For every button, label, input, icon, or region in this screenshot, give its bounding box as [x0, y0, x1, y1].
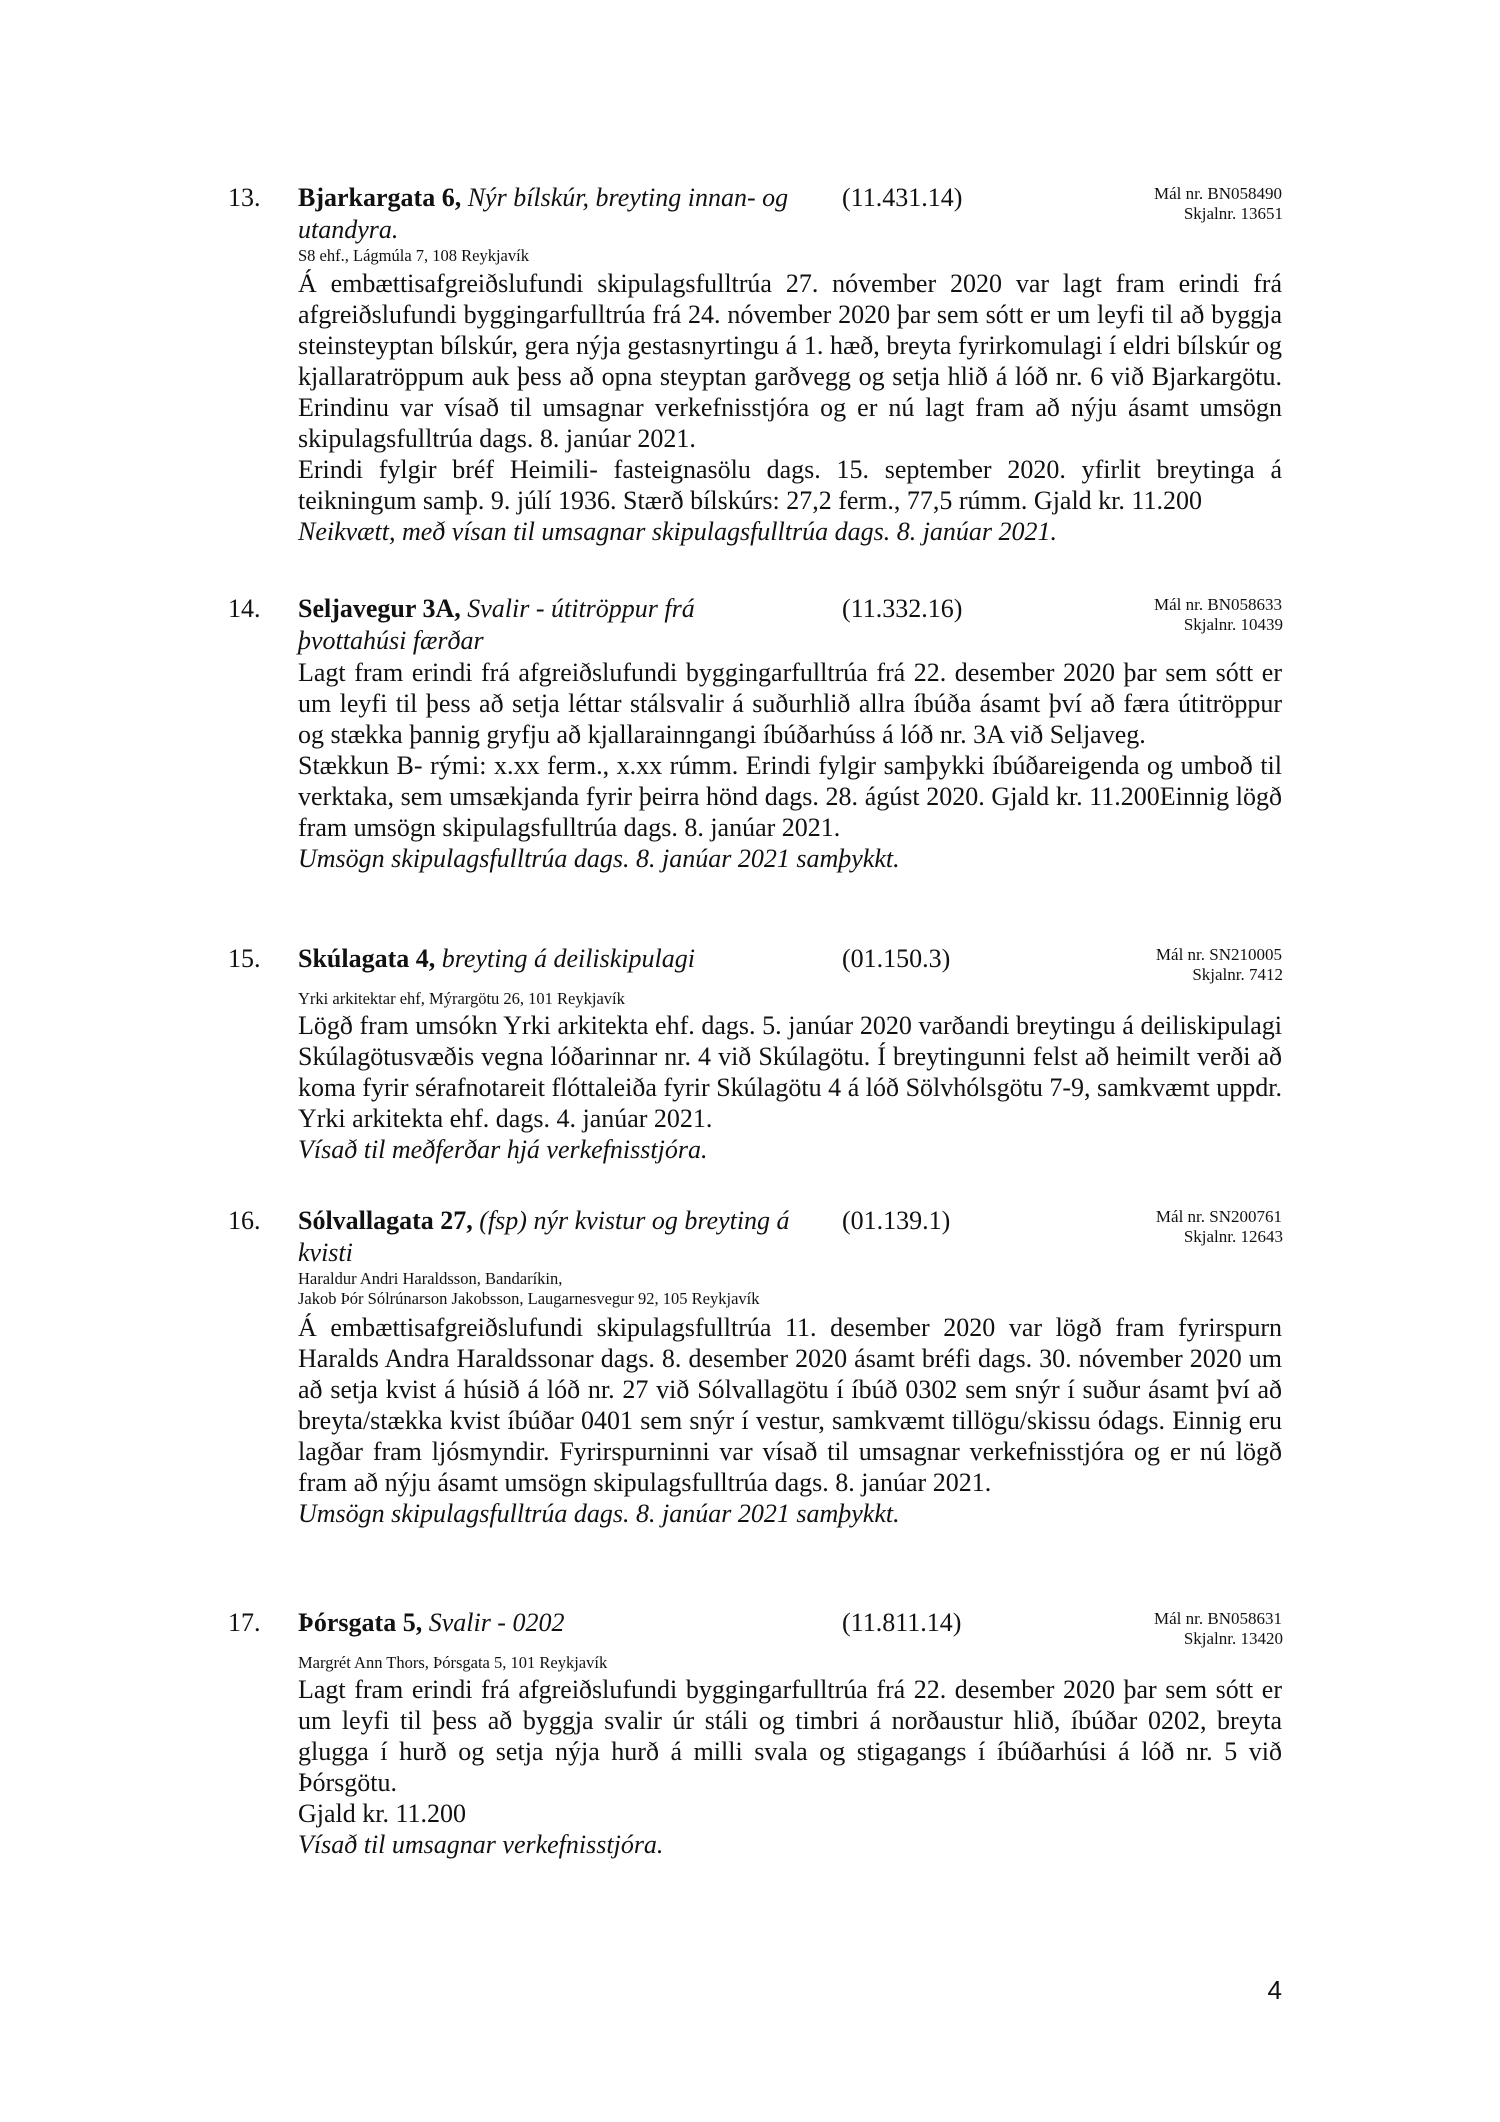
case-land-number: (11.811.14) — [842, 1608, 962, 1637]
case-paragraph: Lögð fram umsókn Yrki arkitekta ehf. dags. 5. janúar 2020 varðandi breytingu á deiliskipulagi Skúlagötusvæðis vegna lóðarinnar nr. 4 við Skúlagötu. Í breytingunni felst að heimilt verði að koma fyrir sérafnotareit flóttaleiða fyrir Skúlagötu 4 á lóð Sölvhólsgötu 7-9, samkvæmt uppdr. Yrki arkitekta ehf. dags. 4. janúar 2021. — [298, 1011, 1282, 1133]
case-subject: Nýr bílskúr, breyting innan- og utandyra. — [298, 183, 789, 244]
case-heading — [298, 1607, 808, 1639]
case-conclusion: Umsögn skipulagsfulltrúa dags. 8. janúar 2021 samþykkt. — [298, 1499, 900, 1528]
case-applicant: Haraldur Andri Haraldsson, Bandaríkin, — [298, 1269, 563, 1288]
case-paragraph: Gjald kr. 11.200 — [298, 1799, 467, 1828]
case-subject: breyting á deiliskipulagi — [441, 944, 695, 973]
case-applicant: Margrét Ann Thors, Þórsgata 5, 101 Reykjavík — [298, 1653, 608, 1672]
case-street: Þórsgata 5, — [298, 1608, 423, 1637]
case-number: 16. — [228, 1206, 261, 1235]
case-street: Seljavegur 3A, — [298, 594, 461, 623]
page-number: 4 — [1267, 1975, 1282, 2005]
case-skjalnr: Skjalnr. 12643 — [1183, 1227, 1283, 1246]
case-refs — [1154, 595, 1282, 635]
case-paragraph: Lagt fram erindi frá afgreiðslufundi byggingarfulltrúa frá 22. desember 2020 þar sem sótt er um leyfi til þess að setja léttar stálsvalir á suðurhlið allra íbúða ásamt því að færa útitröppur og stækka þannig gryfju að kjallarainngangi íbúðarhúss á lóð nr. 3A við Seljaveg. — [298, 658, 1282, 749]
case-applicants — [298, 989, 625, 1009]
case-applicants — [298, 246, 529, 266]
case-skjalnr: Skjalnr. 10439 — [1183, 615, 1283, 634]
case-street: Bjarkargata 6, — [298, 183, 462, 212]
case-number: 14. — [228, 594, 261, 623]
case-heading — [298, 943, 808, 975]
case-refs — [1154, 184, 1282, 224]
case-body — [298, 268, 1282, 547]
case-mal-nr: Mál nr. SN200761 — [1155, 1207, 1282, 1226]
case-heading — [298, 593, 808, 657]
case-refs — [1154, 1609, 1282, 1649]
case-conclusion: Vísað til umsagnar verkefnisstjóra. — [298, 1830, 664, 1859]
case-skjalnr: Skjalnr. 13420 — [1183, 1629, 1283, 1648]
case-applicants — [298, 1653, 607, 1673]
case-subject: Svalir - 0202 — [428, 1608, 565, 1637]
case-body — [298, 1312, 1282, 1529]
case-applicants — [298, 1269, 759, 1309]
case-paragraph: Stækkun B- rými: x.xx ferm., x.xx rúmm. Erindi fylgir samþykki íbúðareigenda og umboð til verktaka, sem umsækjanda fyrir þeirra hönd dags. 28. ágúst 2020. Gjald kr. 11.200Einnig lögð fram umsögn skipulagsfulltrúa dags. 8. janúar 2021. — [298, 751, 1282, 842]
case-conclusion: Umsögn skipulagsfulltrúa dags. 8. janúar 2021 samþykkt. — [298, 844, 900, 873]
case-number: 17. — [228, 1608, 261, 1637]
case-mal-nr: Mál nr. BN058633 — [1154, 595, 1282, 614]
case-conclusion: Vísað til meðferðar hjá verkefnisstjóra. — [298, 1135, 708, 1164]
case-mal-nr: Mál nr. SN210005 — [1155, 945, 1282, 964]
case-applicant: Jakob Þór Sólrúnarson Jakobsson, Laugarnesvegur 92, 105 Reykjavík — [298, 1289, 760, 1308]
case-heading — [298, 182, 808, 246]
case-skjalnr: Skjalnr. 13651 — [1183, 204, 1283, 223]
case-number: 13. — [228, 183, 261, 212]
case-paragraph: Á embættisafgreiðslufundi skipulagsfulltrúa 27. nóvember 2020 var lagt fram erindi frá afgreiðslufundi byggingarfulltrúa frá 24. nóvember 2020 þar sem sótt er um leyfi til að byggja steinsteyptan bílskúr, gera nýja gestasnyrtingu á 1. hæð, breyta fyrirkomulagi í eldri bílskúr og kjallaratröppum auk þess að opna steyptan garðvegg og setja hlið á lóð nr. 6 við Bjarkargötu. Erindinu var vísað til umsagnar verkefnisstjóra og er nú lagt fram að nýju ásamt umsögn skipulagsfulltrúa dags. 8. janúar 2021. — [298, 269, 1282, 453]
case-applicant: Yrki arkitektar ehf, Mýrargötu 26, 101 Reykjavík — [298, 989, 625, 1008]
case-street: Skúlagata 4, — [298, 944, 436, 973]
case-body — [298, 1010, 1282, 1165]
case-paragraph: Erindi fylgir bréf Heimili- fasteignasölu dags. 15. september 2020. yfirlit breytinga á teikningum samþ. 9. júlí 1936. Stærð bílskúrs: 27,2 ferm., 77,5 rúmm. Gjald kr. 11.200 — [298, 455, 1282, 515]
case-land-number: (01.139.1) — [842, 1206, 951, 1235]
case-conclusion: Neikvætt, með vísan til umsagnar skipulagsfulltrúa dags. 8. janúar 2021. — [298, 517, 1058, 546]
case-applicant: S8 ehf., Lágmúla 7, 108 Reykjavík — [298, 246, 529, 265]
case-body — [298, 1674, 1282, 1860]
case-refs — [1156, 945, 1282, 985]
case-land-number: (11.431.14) — [842, 183, 963, 212]
case-body — [298, 657, 1282, 874]
case-paragraph: Á embættisafgreiðslufundi skipulagsfulltrúa 11. desember 2020 var lögð fram fyrirspurn Haralds Andra Haraldssonar dags. 8. desember 2020 ásamt bréfi dags. 30. nóvember 2020 um að setja kvist á húsið á lóð nr. 27 við Sólvallagötu í íbúð 0302 sem snýr í suður ásamt því að breyta/stækka kvist íbúðar 0401 sem snýr í vestur, samkvæmt tillögu/skissu ódags. Einnig eru lagðar fram ljósmyndir. Fyrirspurninni var vísað til umsagnar verkefnisstjóra og er nú lögð fram að nýju ásamt umsögn skipulagsfulltrúa dags. 8. janúar 2021. — [298, 1313, 1282, 1497]
case-mal-nr: Mál nr. BN058490 — [1154, 184, 1282, 203]
case-mal-nr: Mál nr. BN058631 — [1154, 1609, 1282, 1628]
case-subject: (fsp) nýr kvistur og breyting á kvisti — [298, 1206, 790, 1267]
case-land-number: (01.150.3) — [842, 944, 951, 973]
case-land-number: (11.332.16) — [842, 594, 963, 623]
case-skjalnr: Skjalnr. 7412 — [1192, 965, 1283, 984]
case-heading — [298, 1205, 808, 1269]
case-street: Sólvallagata 27, — [298, 1206, 473, 1235]
case-refs — [1156, 1207, 1282, 1247]
case-number: 15. — [228, 944, 261, 973]
case-paragraph: Lagt fram erindi frá afgreiðslufundi byggingarfulltrúa frá 22. desember 2020 þar sem sótt er um leyfi til þess að byggja svalir úr stáli og timbri á norðaustur hlið, íbúðar 0202, breyta glugga í hurð og setja nýja hurð á milli svala og stigagangs í íbúðarhúsi á lóð nr. 5 við Þórsgötu. — [298, 1675, 1282, 1797]
case-subject: Svalir - útitröppur frá þvottahúsi færðar — [298, 594, 695, 655]
